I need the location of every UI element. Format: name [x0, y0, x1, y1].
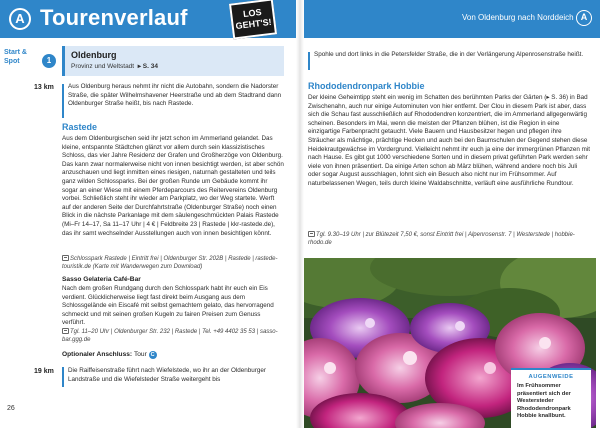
start-box [62, 46, 284, 76]
segment1-text: Aus Oldenburg heraus nehmt ihr nicht die Autobahn, sondern die Nadorster Straße, die später Wilhelmshavener Heerstraße und ab dem Stadtrand dann Oldenburger Straße heißt, bis nach Rastede. [68, 83, 282, 108]
route-line [62, 367, 64, 387]
route-line [308, 52, 310, 70]
right-header [300, 0, 600, 38]
tour-letter-badge: A [576, 10, 592, 26]
start-page-ref[interactable]: ▸ S. 34 [137, 63, 158, 70]
hobbie-paragraph: Der kleine Geheimtipp steht ein wenig im Schatten des berühmten Parks der Gärten (▸ S. 36) in Bad Zwischenahn, auch nur einige Autominuten von hier entfernt. Der Clou in diesem Park ist aber, dass sich die Schau fast ausschließlich auf Rhododendren konzentriert, die im Ammerland allgegenwärtig scheinen. Besonders im Mai, wenn die meisten der Pflanzen blühen, ist die Region in eine einzigartige Farbenpracht getaucht. Viele Bauern und Hausbesitzer hegen und pflegen ihre Sträucher als mächtige, prächtige Hecken und auch bei den Baumschulen der Gegend stehen diese Heidekrautgewächse im Vordergrund. Vielleicht nehmt ihr euch ja eine der immergrünen Pflanzen mit nach Hause. Es gibt gut 1000 verschiedene Sorten und in diesem privat geführten Park werden sehr viele von ihnen präsentiert. Da einige Arten schon ab März blühen, während andere noch bis Juli oder sogar August ausschlagen, lohnt sich ein Besuch also nicht nur im Frühsommer. Auf naturbelassenen Wegen, teils durch kleine Waldabschnitte, verläuft eine ausführliche Rundtour. [308, 94, 590, 187]
infobox-text: Im Frühsommer präsentiert sich der Westersteder Rhododendronpark Hobbie knallbunt. [517, 383, 571, 419]
start-number-badge: 1 [42, 54, 56, 68]
gelateria-info: Tgl. 11–20 Uhr | Oldenburger Str. 232 | Rastede | Tel. +49 4402 35 53 | sasso-bar.ggg.de [62, 329, 278, 344]
start-subtitle: Provinz und Weltstadt ▸ S. 34 [71, 63, 158, 70]
km-marker-13: 13 km [34, 84, 54, 91]
km-marker-19: 19 km [34, 368, 54, 375]
map-icon [62, 328, 69, 334]
los-gehts-stamp: LOS GEHT'S! [229, 0, 277, 40]
tour-letter-badge: A [9, 8, 31, 30]
route-continuation: Spohle und dort links in die Petersfelder Straße, die in der Verlängerung Alpenrosenstraße heißt. [314, 51, 584, 58]
augenweide-infobox [511, 368, 591, 428]
gelateria-heading: Sasso Gelateria Café-Bar [62, 276, 141, 283]
start-name: Oldenburg [71, 50, 117, 60]
hobbie-heading: Rhododendronpark Hobbie [308, 81, 425, 91]
rastede-info: Schlosspark Rastede | Eintritt frei | Oldenburger Str. 202B | Rastede | rastede-touristik.de (Karte mit Wanderwegen zum Download) [62, 256, 278, 271]
tour-c-badge[interactable]: C [149, 351, 157, 359]
map-icon [308, 231, 315, 237]
start-spot-label: Start & Spot [4, 49, 27, 65]
hobbie-info: Tgl. 9.30–19 Uhr | zur Blütezeit 7,50 €, sonst Eintritt frei | Alpenrosenstr. 7 | Westerstede | hobbie-rhodo.de [308, 232, 575, 247]
optional-connection: Optionaler Anschluss: Tour C [62, 351, 157, 359]
route-line [62, 84, 64, 118]
rastede-heading: Rastede [62, 122, 98, 132]
infobox-title: AUGENWEIDE [528, 374, 574, 380]
page-number: 26 [7, 405, 15, 412]
segment2-text: Die Raiffeisenstraße führt nach Wiefelstede, wo ihr an der Oldenburger Landstraße und die Wiefelsteder Straße weitergeht bis [68, 367, 266, 383]
page-title: Tourenverlauf [40, 5, 188, 30]
gelateria-text: Nach dem großen Rundgang durch den Schlosspark habt ihr euch ein Eis verdient. Glücklicherweise liegt fast direkt beim Ausgang aus dem Schlossgelände ein Eiscafé mit selbst gemachtem gelato, das hervorragend schmeckt und mit seinen großen Kugeln zu fairen Preisen zum Genuss verführt. [62, 285, 274, 327]
right-page [300, 0, 600, 428]
book-gutter [296, 0, 304, 428]
route-label: Von Oldenburg nach Norddeich [462, 13, 574, 22]
map-icon [62, 255, 69, 261]
rastede-paragraph: Aus dem Oldenburgischen seid ihr jetzt schon im Ammerland gelandet. Das kleine, entspannte Städtchen glänzt vor allem durch sein klassizistisches Schloss, das vier Jahre Residenz der Grafen und Großherzöge von Oldenburg. Das kann zwar normalerweise nicht von innen besichtigt werden, ist aber schön anzuschauen und liegt inmitten eines riesigen, naturnah gestalteten und teils ganz wilden Schlossparks. Bei der großen Runde um Gebäude kommt ihr sogar an einer Wiese mit einem Pferdeparcours des Reitervereins Oldenburg vorbei. Schließlich steht ihr wieder am Parkplatz, wo der Weg startete. Werft auf der anderen Seite der Durchfahrtstraße (Oldenburger Straße) noch einen Blick in die nächste Parkanlage mit dem säulengeschmückten Palais Rastede (Mi–Fr 14–17, Sa 11–17 Uhr | 4 € | Feldbreite 23 | Rastede | kkr-rastede.de), das ihr samt wechselnder Ausstellungen auch von innen besichtigen könnt. [62, 135, 284, 237]
page-header [0, 0, 300, 38]
